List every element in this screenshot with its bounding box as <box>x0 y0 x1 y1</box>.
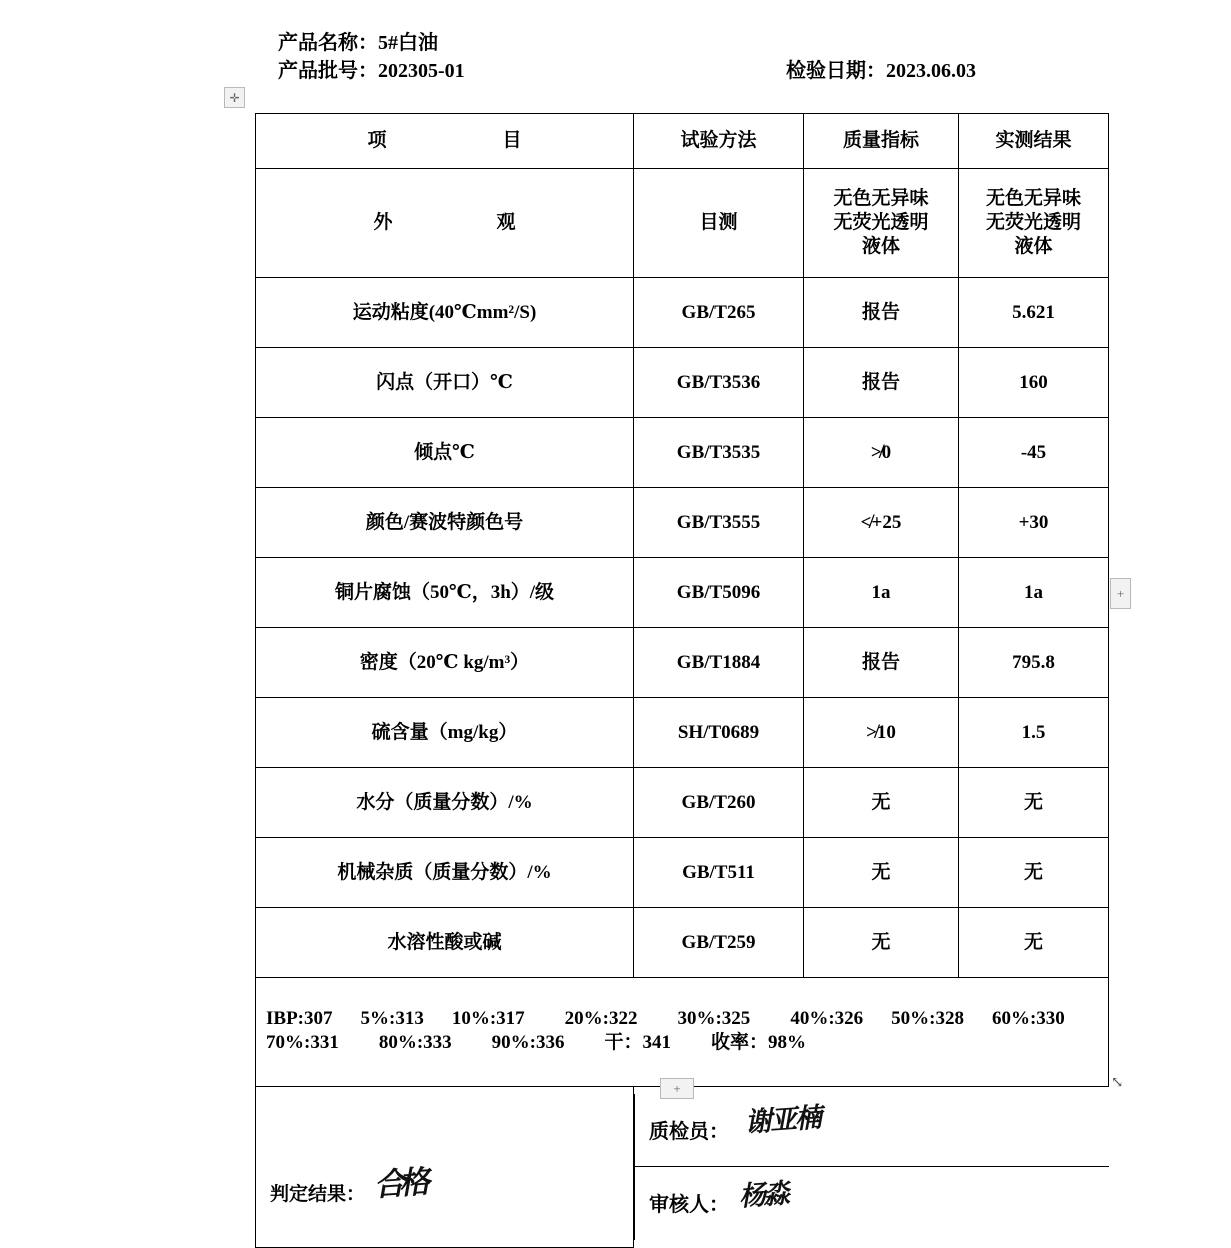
result-line: 无色无异味 <box>985 188 1081 210</box>
dist-dry-point: 干：341 <box>604 1032 671 1053</box>
cell-method-sulfur: SH/T0689 <box>634 698 804 768</box>
table-row <box>256 908 1109 978</box>
qc-inspector-row <box>634 1094 1109 1167</box>
col-header-spec: 质量指标 <box>804 114 959 169</box>
cell-result-sulfur: 1.5 <box>959 698 1109 768</box>
verdict-cell <box>256 1087 634 1248</box>
table-row <box>256 768 1109 838</box>
move-handle[interactable]: ✛ <box>224 87 245 108</box>
cell-result-water-soluble-acid: 无 <box>959 908 1109 978</box>
cell-method-color: GB/T3555 <box>634 488 804 558</box>
spec-line: 无色无异味 <box>833 188 929 210</box>
spec-line: 无荧光透明 <box>833 212 929 234</box>
dist-10: 10%:317 <box>451 1008 525 1030</box>
cell-method-copper-corrosion: GB/T5096 <box>634 558 804 628</box>
spec-line: 液体 <box>861 235 900 257</box>
cell-spec-mechanical-impurities: 无 <box>804 838 959 908</box>
cell-spec-viscosity: 报告 <box>804 278 959 348</box>
dist-20: 20%:322 <box>564 1008 638 1030</box>
dist-70: 70%:331 <box>266 1032 339 1053</box>
distillation-line-1 <box>266 1007 1098 1031</box>
distillation-line-2 <box>266 1031 1098 1055</box>
cell-method-pourpoint: GB/T3535 <box>634 418 804 488</box>
cell-spec-copper-corrosion: 1a <box>804 558 959 628</box>
resize-corner-handle[interactable]: ⤡ <box>1110 1074 1124 1091</box>
inspection-date: 检验日期：2023.06.03 <box>786 60 976 82</box>
cell-item-color: 颜色/赛波特颜色号 <box>256 488 634 558</box>
dist-yield: 收率：98% <box>711 1032 807 1053</box>
col-header-method: 试验方法 <box>634 114 804 169</box>
table-header-row <box>256 114 1109 169</box>
cell-item-density: 密度（20℃ kg/m³） <box>256 628 634 698</box>
table-row <box>256 169 1109 278</box>
cell-spec-flashpoint: 报告 <box>804 348 959 418</box>
auditor-signature: 杨淼 <box>737 1178 788 1213</box>
signature-cell <box>634 1087 1109 1248</box>
cell-method-mechanical-impurities: GB/T511 <box>634 838 804 908</box>
dist-5: 5%:313 <box>360 1008 424 1030</box>
cell-method-density: GB/T1884 <box>634 628 804 698</box>
cell-item-flashpoint: 闪点（开口）℃ <box>256 348 634 418</box>
cell-spec-sulfur: ≯10 <box>804 698 959 768</box>
expand-right-handle[interactable]: + <box>1110 578 1131 609</box>
auditor-label: 审核人： <box>649 1194 729 1217</box>
auditor-row <box>634 1167 1109 1240</box>
expand-bottom-handle[interactable]: + <box>660 1078 694 1099</box>
cell-item-appearance: 外 观 <box>256 169 634 278</box>
cell-spec-pourpoint: ≯0 <box>804 418 959 488</box>
cell-item-mechanical-impurities: 机械杂质（质量分数）/% <box>256 838 634 908</box>
table-row <box>256 418 1109 488</box>
cell-item-viscosity: 运动粘度(40℃mm²/S) <box>256 278 634 348</box>
distillation-cell <box>256 978 1109 1087</box>
header-line-2 <box>278 54 1138 82</box>
cell-result-appearance <box>959 169 1109 278</box>
dist-90: 90%:336 <box>491 1032 565 1053</box>
cell-spec-water-soluble-acid: 无 <box>804 908 959 978</box>
cell-result-copper-corrosion: 1a <box>959 558 1109 628</box>
table-row <box>256 278 1109 348</box>
cell-spec-density: 报告 <box>804 628 959 698</box>
dist-80: 80%:333 <box>378 1032 452 1053</box>
cell-method-appearance: 目测 <box>634 169 804 278</box>
dist-40: 40%:326 <box>790 1008 864 1030</box>
cell-spec-appearance <box>804 169 959 278</box>
cell-result-pourpoint: -45 <box>959 418 1109 488</box>
cell-result-density: 795.8 <box>959 628 1109 698</box>
cell-item-copper-corrosion: 铜片腐蚀（50℃，3h）/级 <box>256 558 634 628</box>
cell-spec-water: 无 <box>804 768 959 838</box>
table-row <box>256 698 1109 768</box>
header-line-1 <box>278 26 1138 54</box>
dist-30: 30%:325 <box>677 1008 751 1030</box>
cell-method-viscosity: GB/T265 <box>634 278 804 348</box>
distillation-row <box>256 978 1109 1087</box>
cell-item-water-soluble-acid: 水溶性酸或碱 <box>256 908 634 978</box>
cell-item-water: 水分（质量分数）/% <box>256 768 634 838</box>
result-line: 无荧光透明 <box>985 212 1081 234</box>
dist-60: 60%:330 <box>991 1008 1065 1030</box>
dist-ibp: IBP:307 <box>266 1008 333 1030</box>
cell-result-color: +30 <box>959 488 1109 558</box>
product-name: 产品名称：5#白油 <box>278 32 438 54</box>
qc-inspector-label: 质检员： <box>649 1121 729 1144</box>
cell-result-mechanical-impurities: 无 <box>959 838 1109 908</box>
qc-inspector-signature: 谢亚楠 <box>743 1102 821 1139</box>
cell-result-water: 无 <box>959 768 1109 838</box>
cell-method-flashpoint: GB/T3536 <box>634 348 804 418</box>
footer-row <box>256 1087 1109 1248</box>
cell-method-water-soluble-acid: GB/T259 <box>634 908 804 978</box>
result-line: 液体 <box>1014 235 1053 257</box>
verdict-label: 判定结果： <box>270 1184 366 1205</box>
cell-item-sulfur: 硫含量（mg/kg） <box>256 698 634 768</box>
col-header-item: 项 目 <box>256 114 634 169</box>
verdict-signature: 合格 <box>372 1164 426 1204</box>
document-header <box>278 26 1138 82</box>
cell-result-viscosity: 5.621 <box>959 278 1109 348</box>
table-row <box>256 558 1109 628</box>
table-row <box>256 628 1109 698</box>
table-row <box>256 488 1109 558</box>
col-header-result: 实测结果 <box>959 114 1109 169</box>
cell-spec-color: ≮+25 <box>804 488 959 558</box>
cell-item-pourpoint: 倾点℃ <box>256 418 634 488</box>
table-row <box>256 348 1109 418</box>
table-row <box>256 838 1109 908</box>
product-batch: 产品批号：202305-01 <box>278 60 465 82</box>
cell-method-water: GB/T260 <box>634 768 804 838</box>
cell-result-flashpoint: 160 <box>959 348 1109 418</box>
dist-50: 50%:328 <box>891 1008 964 1030</box>
